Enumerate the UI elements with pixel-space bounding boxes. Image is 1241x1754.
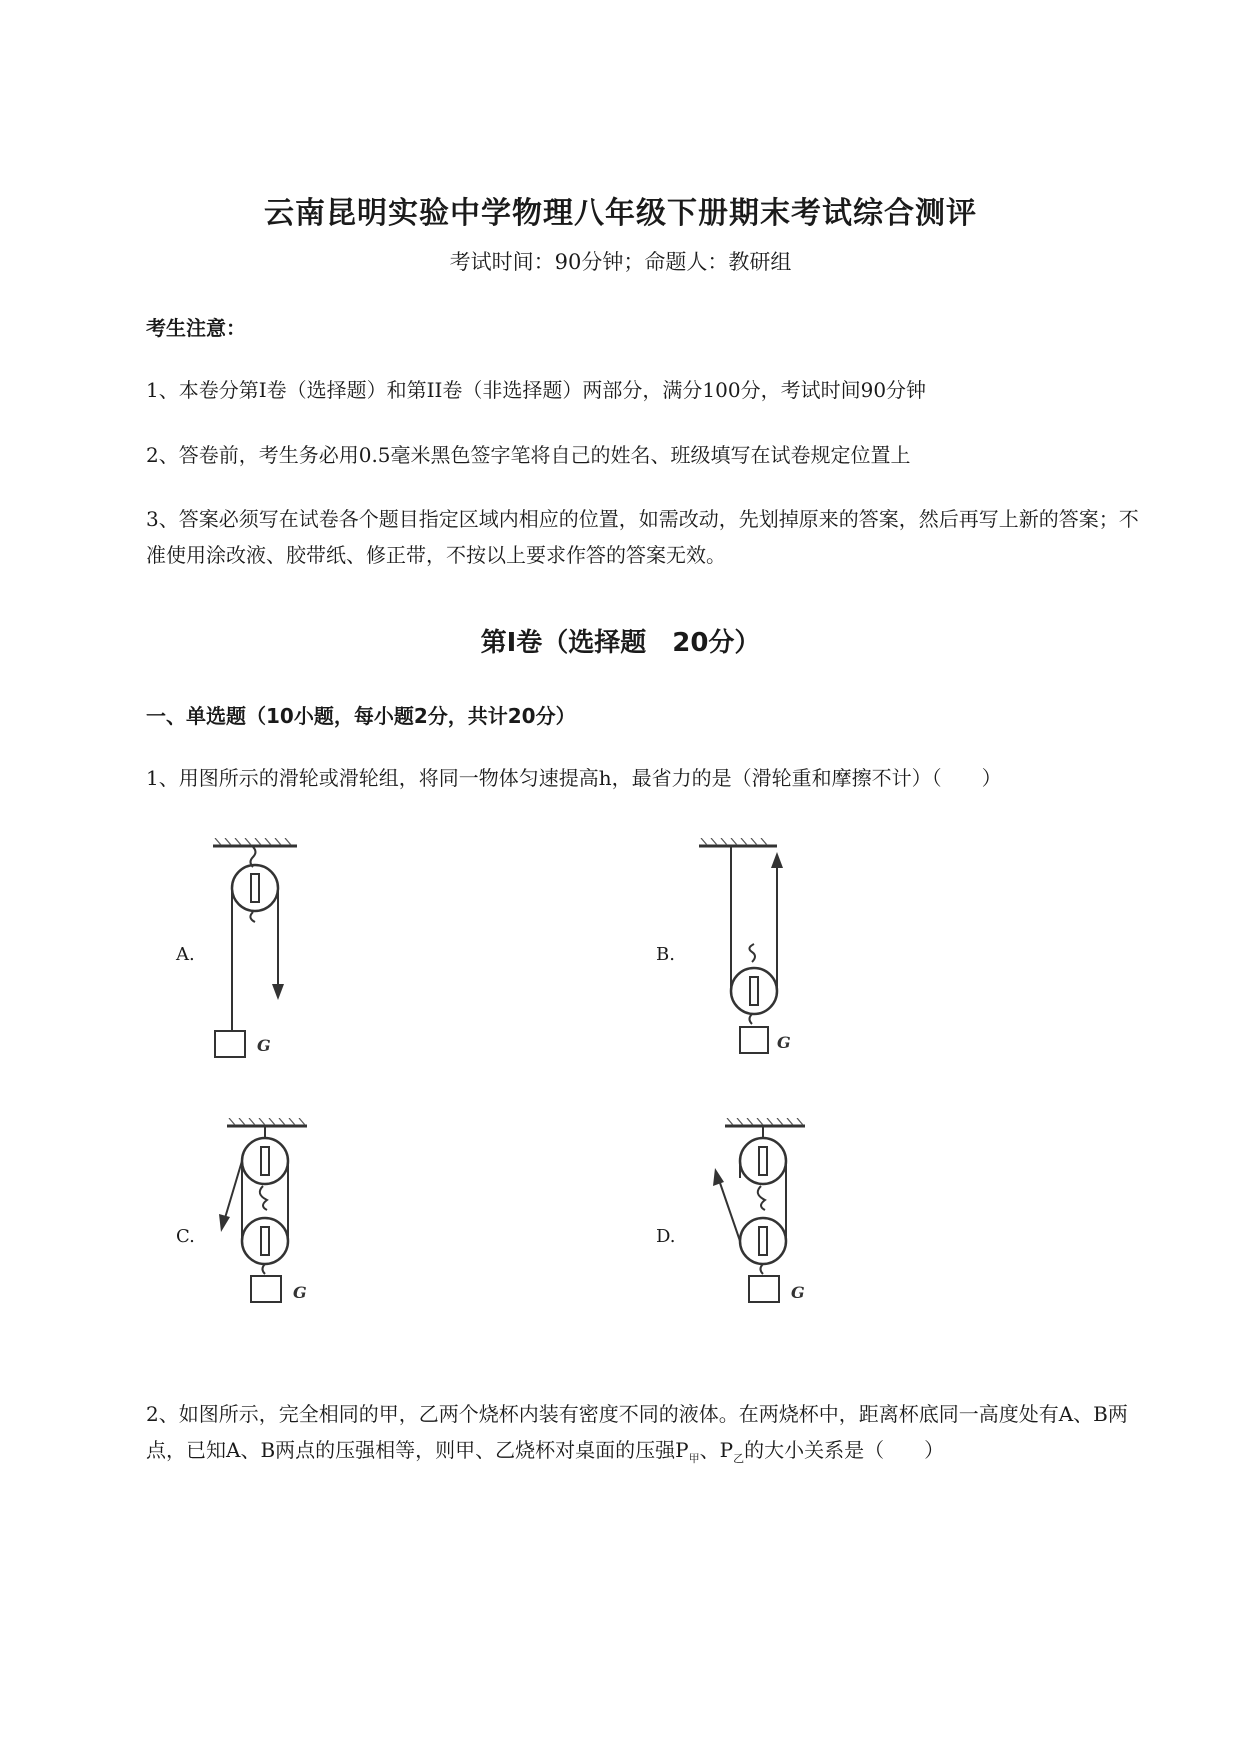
- pulley-figure-c: [215, 1118, 325, 1358]
- section-title: 第I卷（选择题 20分）: [480, 628, 761, 658]
- pulley-figure-a: [205, 838, 315, 1068]
- option-a-label: A.: [176, 944, 195, 965]
- question-1-text: 1、用图所示的滑轮或滑轮组，将同一物体匀速提高h，最省力的是（滑轮重和摩擦不计）（ ）: [146, 766, 1002, 790]
- notice-item-1: 1、本卷分第I卷（选择题）和第II卷（非选择题）两部分，满分100分，考试时间90分钟: [146, 378, 927, 402]
- weight-label-a: G: [257, 1036, 271, 1055]
- question-2-text-part3: 的大小关系是（ ）: [744, 1438, 945, 1462]
- option-c-label: C.: [176, 1226, 195, 1247]
- pulley-figure-d: [705, 1118, 815, 1358]
- question-2-text-part2: 、P: [699, 1438, 734, 1462]
- weight-label-d: G: [791, 1283, 805, 1302]
- question-2-text: [146, 1396, 1146, 1477]
- pressure-subscript-yi: 乙: [733, 1452, 745, 1465]
- notice-item-2: 2、答卷前，考生务必用0.5毫米黑色签字笔将自己的姓名、班级填写在试卷规定位置上: [146, 443, 911, 467]
- notice-heading: 考生注意：: [146, 316, 246, 340]
- question-2-text-part1: 2、如图所示，完全相同的甲，乙两个烧杯内装有密度不同的液体。在两烧杯中，距离杯底同一高度处有A、B两点，已知A、B两点的压强相等，则甲、乙烧杯对桌面的压强P: [146, 1402, 1128, 1462]
- pulley-figure-b: [697, 838, 807, 1068]
- exam-subtitle: 考试时间：90分钟；命题人：教研组: [449, 250, 792, 274]
- option-d-label: D.: [656, 1226, 676, 1247]
- part-heading: 一、单选题（10小题，每小题2分，共计20分）: [146, 704, 576, 728]
- weight-label-b: G: [777, 1033, 791, 1052]
- notice-item-3: 3、答案必须写在试卷各个题目指定区域内相应的位置，如需改动，先划掉原来的答案，然后再写上新的答案；不准使用涂改液、胶带纸、修正带，不按以上要求作答的答案无效。: [146, 507, 1139, 567]
- option-b-label: B.: [656, 944, 675, 965]
- pressure-subscript-jia: 甲: [688, 1452, 700, 1465]
- weight-label-c: G: [293, 1283, 307, 1302]
- exam-title: 云南昆明实验中学物理八年级下册期末考试综合测评: [264, 196, 977, 231]
